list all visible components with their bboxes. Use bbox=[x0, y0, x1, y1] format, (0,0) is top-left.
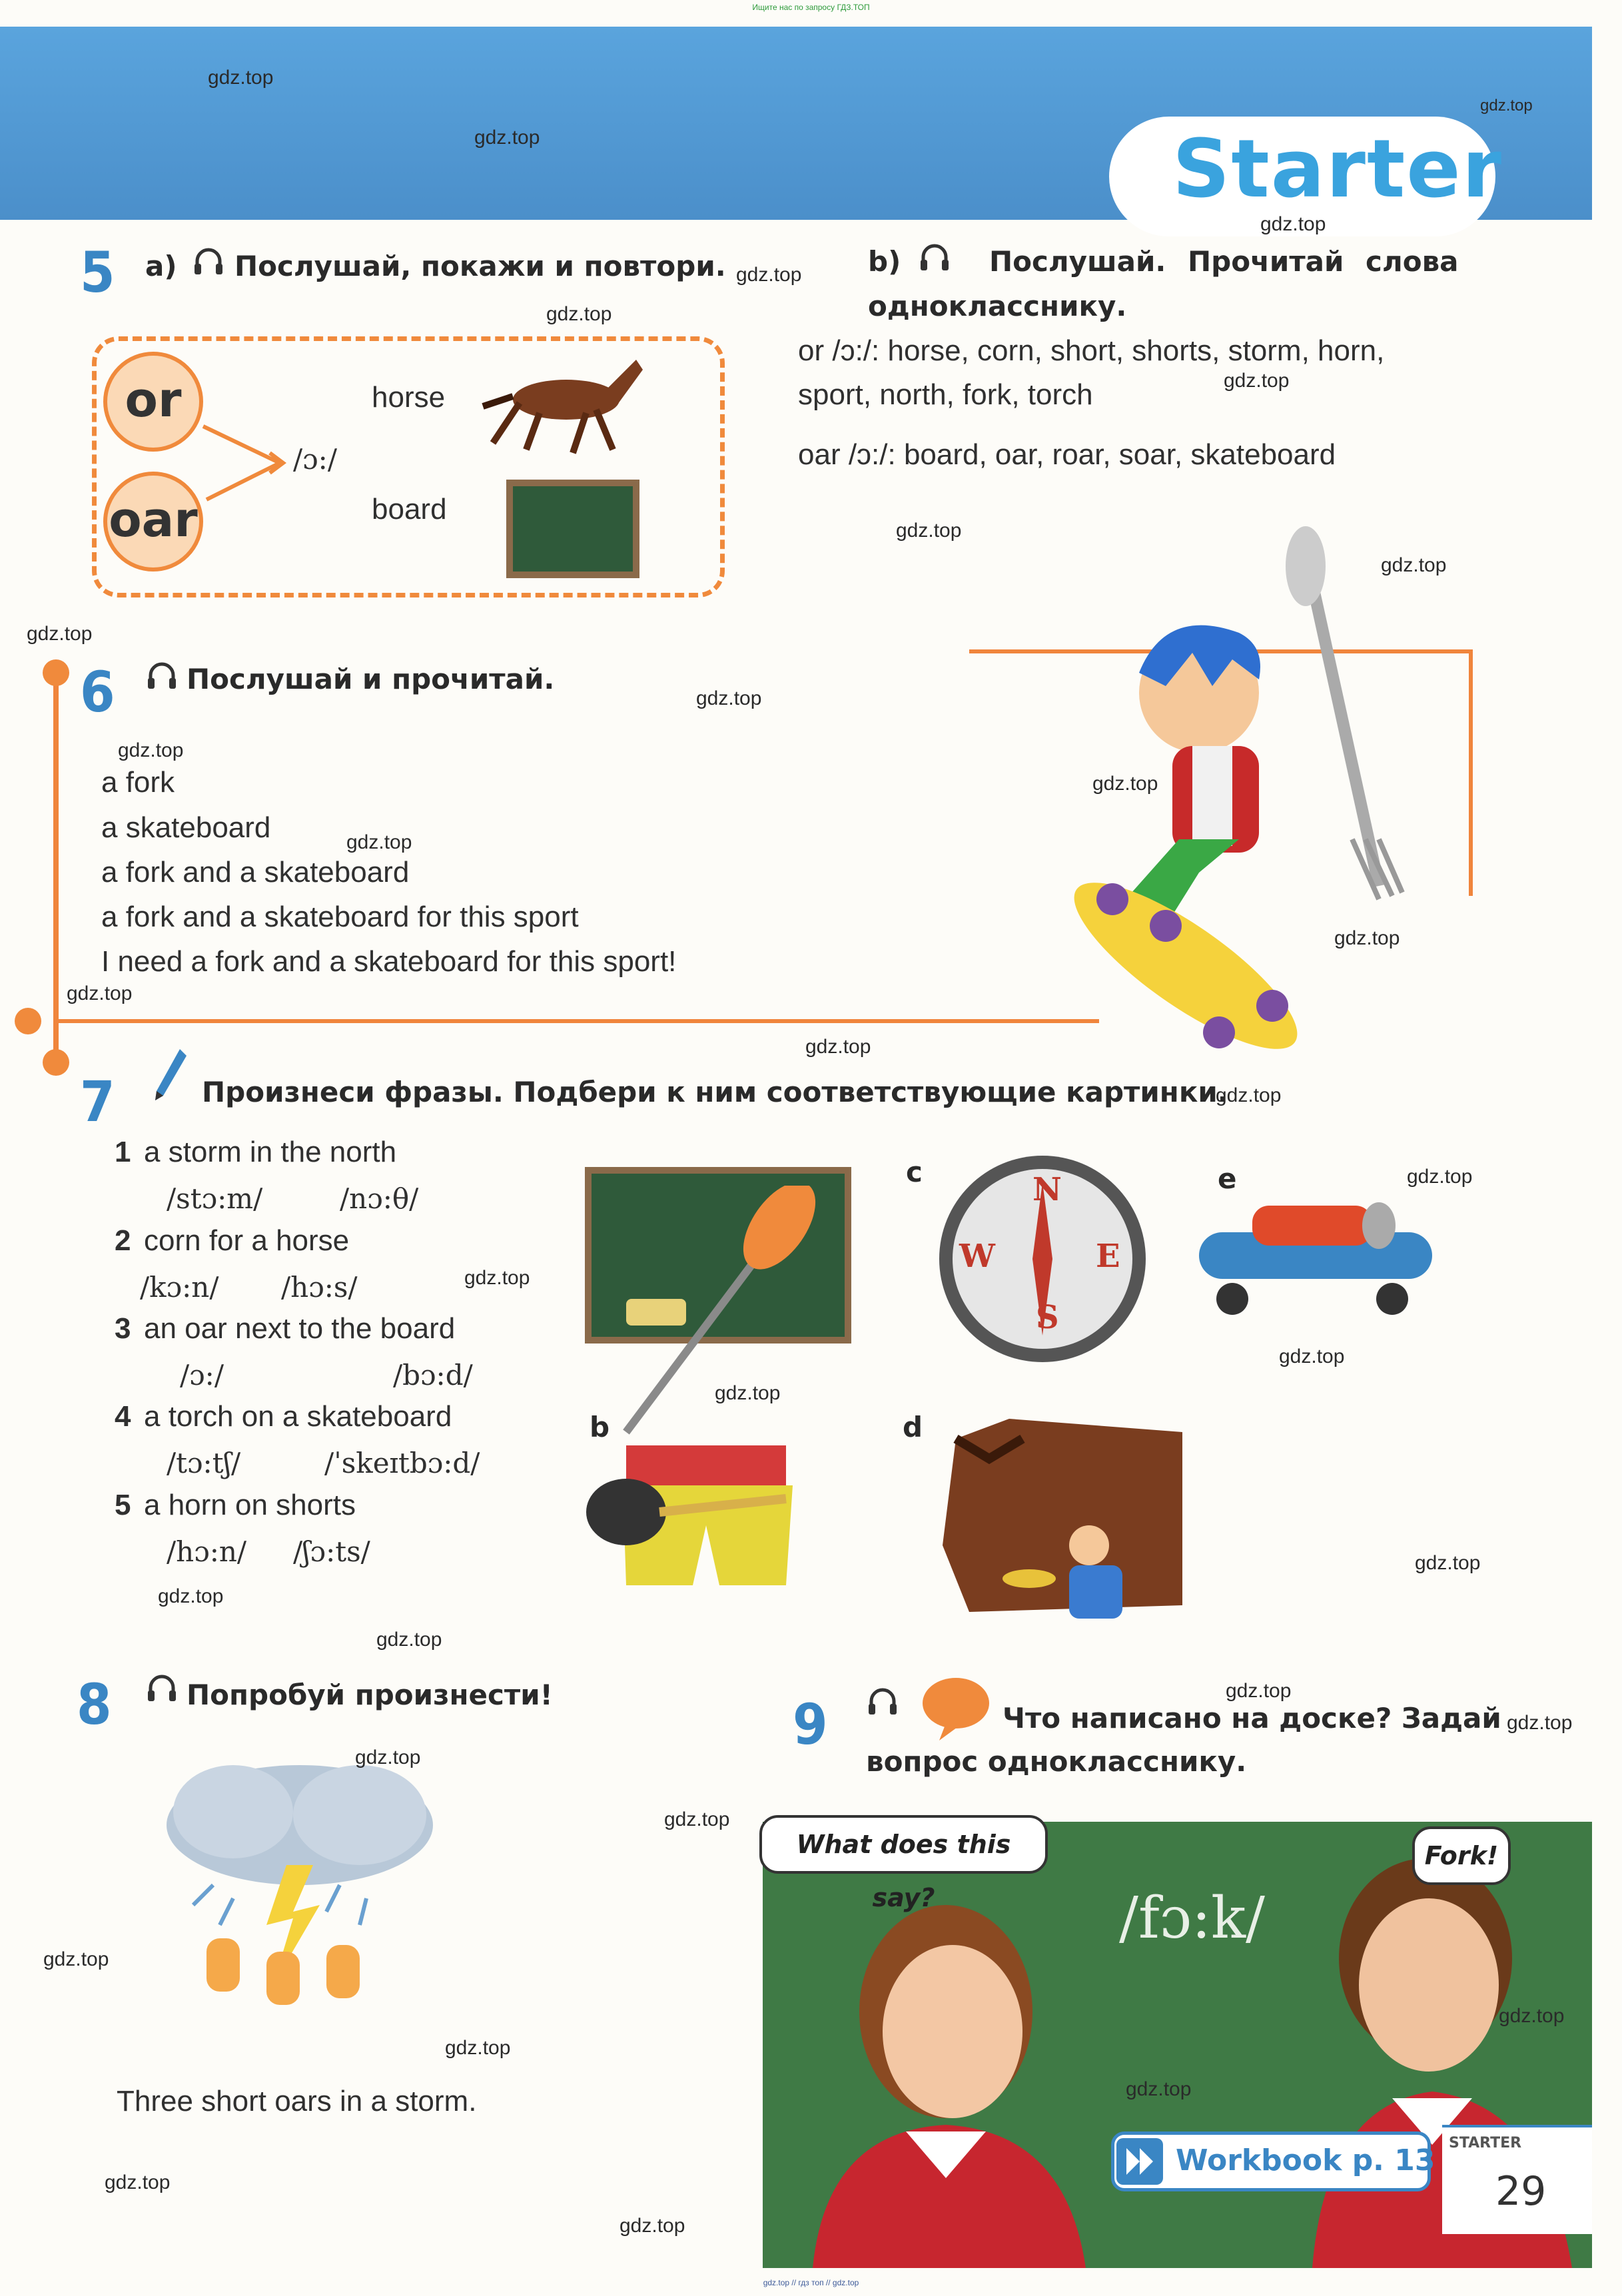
ex6-border-vertical bbox=[53, 666, 59, 1072]
watermark: gdz.top bbox=[1279, 1345, 1345, 1367]
exercise-5b-instruction-line1: Послушай. Прочитай слова bbox=[989, 245, 1459, 278]
watermark: gdz.top bbox=[1260, 213, 1326, 235]
watermark: gdz.top bbox=[1216, 1084, 1282, 1106]
ex7-item-2-number: 2 bbox=[115, 1224, 131, 1257]
oar-words-line: oar /ɔ:/: board, oar, roar, soar, skateboard bbox=[798, 438, 1336, 471]
ex6-border-horizontal bbox=[53, 1019, 1099, 1023]
compass-s: S bbox=[1036, 1299, 1059, 1336]
watermark: gdz.top bbox=[158, 1585, 224, 1607]
compass-e: E bbox=[1096, 1238, 1120, 1275]
ex6-dot-bottom bbox=[43, 1049, 69, 1076]
word-horse: horse bbox=[372, 381, 446, 414]
exercise-9-instruction-line1: Что написано на доске? Задай bbox=[1003, 1702, 1501, 1734]
watermark: gdz.top bbox=[1334, 927, 1400, 949]
bubble-girl: What does this say? bbox=[759, 1815, 1048, 1874]
exercise-5a-instruction: Послушай, покажи и повтори. bbox=[234, 250, 726, 282]
exercise-8-instruction: Попробуй произнести! bbox=[187, 1679, 553, 1711]
ex7-item-4-phrase: a torch on a skateboard bbox=[144, 1400, 452, 1433]
storm-cloud-illustration bbox=[100, 1752, 486, 2032]
ex7-item-5-phrase: a horn on shorts bbox=[144, 1489, 356, 1521]
ex7-item-4-transcription-1: /tɔ:tʃ/ bbox=[167, 1447, 241, 1479]
watermark: gdz.top bbox=[1126, 2078, 1192, 2100]
pic-e-torch-skateboard bbox=[1192, 1192, 1439, 1326]
watermark: gdz.top bbox=[1499, 2005, 1565, 2027]
watermark: gdz.top bbox=[546, 303, 612, 325]
watermark: gdz.top bbox=[355, 1746, 421, 1768]
watermark: gdz.top bbox=[445, 2037, 511, 2059]
pic-d-label: d bbox=[903, 1411, 923, 1443]
ex6-line-1: a fork bbox=[101, 766, 175, 799]
watermark: gdz.top bbox=[1507, 1712, 1573, 1734]
chalkboard-illustration bbox=[506, 480, 639, 578]
ex6-line-3: a fork and a skateboard bbox=[101, 856, 410, 889]
exercise-8-number: 8 bbox=[77, 1672, 112, 1737]
ex6-line-5: I need a fork and a skateboard for this sport! bbox=[101, 945, 677, 978]
compass-n: N bbox=[1032, 1171, 1062, 1208]
watermark: gdz.top bbox=[619, 2215, 685, 2237]
ex6-dot-left bbox=[15, 1008, 41, 1034]
ex6-dot-top bbox=[43, 659, 69, 686]
exercise-5b-instruction-line2: однокласснику. bbox=[868, 290, 1127, 322]
ex7-item-3-number: 3 bbox=[115, 1312, 131, 1345]
bubble-boy: Fork! bbox=[1412, 1826, 1511, 1885]
speech-bubble-icon bbox=[919, 1675, 993, 1742]
watermark: gdz.top bbox=[1480, 97, 1533, 115]
ex7-item-1-phrase: a storm in the north bbox=[144, 1136, 397, 1168]
watermark: gdz.top bbox=[208, 67, 274, 89]
watermark: gdz.top bbox=[376, 1629, 442, 1651]
watermark: gdz.top bbox=[664, 1808, 730, 1830]
girl-photo bbox=[773, 1878, 1119, 2268]
exercise-5a-label: a) bbox=[145, 250, 177, 282]
ex7-item-2-transcription-1: /kɔ:n/ bbox=[140, 1271, 219, 1304]
pic-b-shorts-horn bbox=[586, 1439, 813, 1599]
ex7-item-5-number: 5 bbox=[115, 1489, 131, 1521]
ex6-border-right bbox=[1469, 649, 1473, 896]
headphones-icon bbox=[918, 241, 951, 274]
watermark: gdz.top bbox=[67, 982, 133, 1004]
word-board: board bbox=[372, 493, 447, 526]
watermark: gdz.top bbox=[715, 1382, 781, 1404]
pic-c-label: c bbox=[906, 1156, 923, 1188]
exercise-6-instruction: Послушай и прочитай. bbox=[187, 663, 555, 695]
exercise-9-instruction-line2: вопрос однокласснику. bbox=[866, 1745, 1247, 1778]
watermark: gdz.top bbox=[118, 739, 184, 761]
headphones-icon bbox=[192, 245, 225, 278]
ex6-line-2: a skateboard bbox=[101, 811, 271, 844]
ex7-item-5-transcription-1: /hɔ:n/ bbox=[167, 1535, 247, 1568]
ex6-line-4: a fork and a skateboard for this sport bbox=[101, 901, 579, 933]
exercise-9-number: 9 bbox=[793, 1692, 828, 1757]
headphones-icon bbox=[145, 1672, 179, 1705]
watermark: gdz.top bbox=[1224, 370, 1290, 392]
exercise-6-number: 6 bbox=[80, 659, 115, 725]
watermark: gdz.top bbox=[474, 127, 540, 149]
bottom-note: gdz.top // гдз топ // gdz.top bbox=[763, 2278, 859, 2287]
or-words-line2: sport, north, fork, torch bbox=[798, 378, 1093, 411]
page-number: 29 bbox=[1495, 2168, 1547, 2215]
watermark: gdz.top bbox=[1381, 554, 1447, 576]
exercise-7-instruction: Произнеси фразы. Подбери к ним соответствующие картинки. bbox=[202, 1076, 1228, 1108]
watermark: gdz.top bbox=[43, 1948, 109, 1970]
watermark: gdz.top bbox=[736, 264, 802, 286]
headphones-icon bbox=[866, 1685, 899, 1719]
ex8-caption: Three short oars in a storm. bbox=[117, 2085, 477, 2117]
ex7-item-1-transcription-2: /nɔ:θ/ bbox=[340, 1182, 419, 1215]
watermark: gdz.top bbox=[696, 687, 762, 709]
pic-e-label: e bbox=[1218, 1162, 1237, 1195]
watermark: gdz.top bbox=[105, 2171, 171, 2193]
ex7-item-3-transcription-1: /ɔ:/ bbox=[180, 1359, 224, 1391]
top-note: Ищите нас по запросу ГДЗ.ТОП bbox=[752, 3, 870, 12]
workbook-arrow-icon bbox=[1116, 2138, 1163, 2185]
sound-or: /ɔ:/ bbox=[293, 443, 337, 476]
workbook-text: Workbook p. 13 bbox=[1176, 2143, 1435, 2177]
ex7-item-4-number: 4 bbox=[115, 1400, 131, 1433]
section-label: STARTER bbox=[1449, 2135, 1522, 2151]
exercise-5-number: 5 bbox=[80, 240, 115, 305]
watermark: gdz.top bbox=[1407, 1166, 1473, 1188]
horse-illustration bbox=[480, 343, 646, 456]
headphones-icon bbox=[145, 659, 179, 693]
ex7-item-1-transcription-1: /stɔ:m/ bbox=[167, 1182, 263, 1215]
exercise-5b-label: b) bbox=[868, 245, 901, 278]
watermark: gdz.top bbox=[1092, 773, 1158, 795]
ex7-item-3-phrase: an oar next to the board bbox=[144, 1312, 456, 1345]
board-transcription: /fɔ:k/ bbox=[1119, 1885, 1266, 1952]
ex7-item-4-transcription-2: /ˈskeɪtbɔ:d/ bbox=[324, 1447, 480, 1479]
ex7-item-2-phrase: corn for a horse bbox=[144, 1224, 350, 1257]
exercise-7-number: 7 bbox=[80, 1069, 115, 1134]
ex7-item-2-transcription-2: /hɔ:s/ bbox=[281, 1271, 358, 1304]
watermark: gdz.top bbox=[1415, 1552, 1481, 1574]
ex7-item-1-number: 1 bbox=[115, 1136, 131, 1168]
ex7-item-3-transcription-2: /bɔ:d/ bbox=[393, 1359, 473, 1391]
watermark: gdz.top bbox=[1226, 1680, 1292, 1702]
or-circle: or bbox=[103, 352, 203, 452]
watermark: gdz.top bbox=[805, 1036, 871, 1058]
watermark: gdz.top bbox=[896, 520, 962, 542]
pic-b-label: b bbox=[590, 1411, 610, 1443]
pencil-icon bbox=[150, 1046, 190, 1106]
page-title: Starter bbox=[1172, 123, 1503, 216]
or-words-line1: or /ɔ:/: horse, corn, short, shorts, storm, horn, bbox=[798, 334, 1385, 367]
arrow-icon bbox=[200, 400, 293, 520]
ex7-item-5-transcription-2: /ʃɔ:ts/ bbox=[293, 1535, 370, 1568]
watermark: gdz.top bbox=[27, 623, 93, 645]
oar-circle: oar bbox=[103, 472, 203, 572]
compass-w: W bbox=[959, 1238, 995, 1275]
watermark: gdz.top bbox=[464, 1267, 530, 1289]
watermark: gdz.top bbox=[346, 831, 412, 853]
pic-d-horse-corn bbox=[929, 1412, 1189, 1632]
